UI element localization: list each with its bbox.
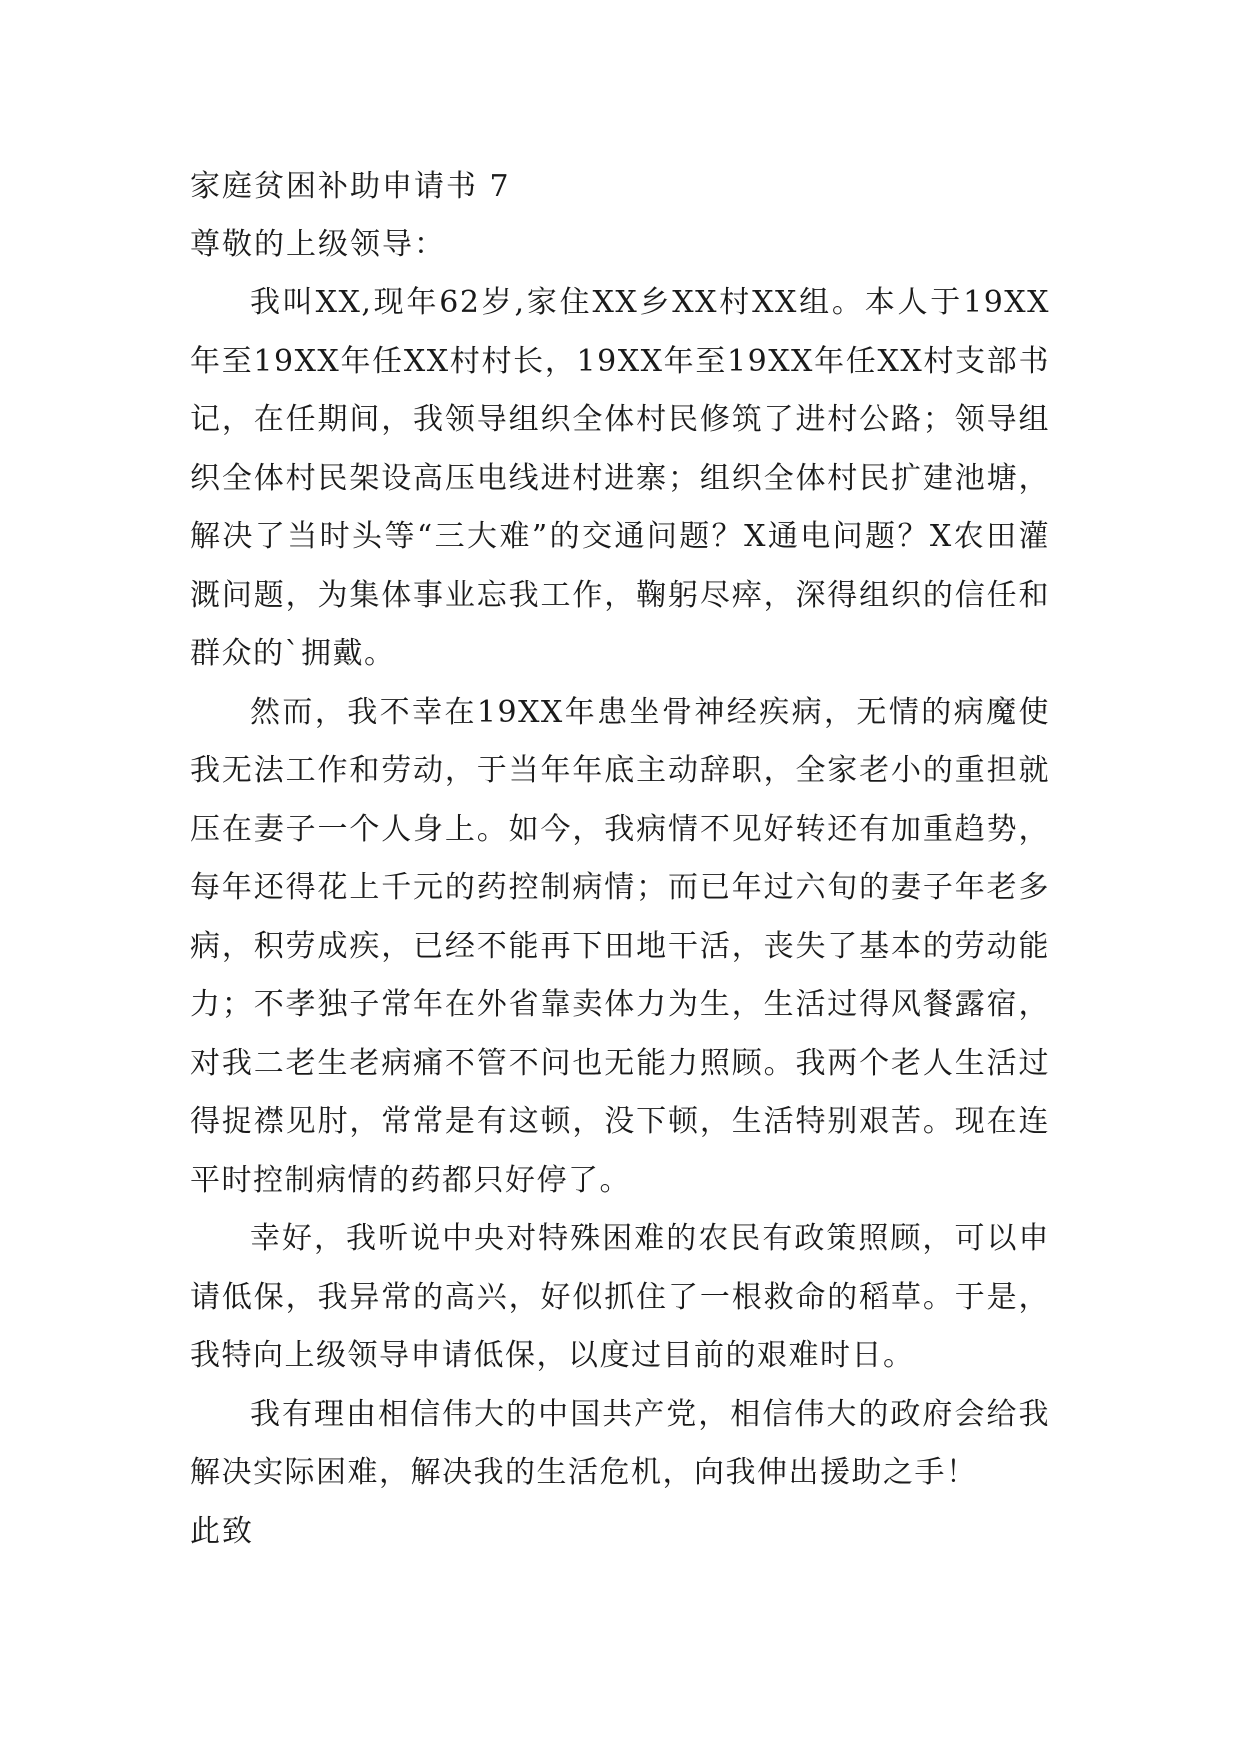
paragraph-hardship: 然而，我不幸在19XX年患坐骨神经疾病，无情的病魔使我无法工作和劳动，于当年年底主动辞职，全家老小的重担就压在妻子一个人身上。如今，我病情不见好转还有加重趋势，每年还得花上千元的药控制病情；而已年过六旬的妻子年老多病，积劳成疾，已经不能再下田地干活，丧失了基本的劳动能力；不孝独子常年在外省靠卖体力为生，生活过得风餐露宿，对我二老生老病痛不管不问也无能力照顾。我两个老人生活过得捉襟见肘，常常是有这顿，没下顿，生活特别艰苦。现在连平时控制病情的药都只好停了。 — [190, 694, 1050, 1198]
document-body — [190, 158, 1050, 1561]
paragraph-request: 幸好，我听说中央对特殊困难的农民有政策照顾，可以申请低保，我异常的高兴，好似抓住了一根救命的稻草。于是，我特向上级领导申请低保，以度过目前的艰难时日。 — [190, 1221, 1050, 1373]
paragraph-trust: 我有理由相信伟大的中国共产党，相信伟大的政府会给我解决实际困难，解决我的生活危机，向我伸出援助之手！ — [190, 1396, 1050, 1490]
paragraph-background: 我叫XX,现年62岁,家住XX乡XX村XX组。本人于19XX年至19XX年任XX村村长，19XX年至19XX年任XX村支部书记，在任期间，我领导组织全体村民修筑了进村公路；领导组织全体村民架设高压电线进村进寨；组织全体村民扩建池塘，解决了当时头等“三大难”的交通问题？X通电问题？X农田灌溉问题，为集体事业忘我工作，鞠躬尽瘁，深得组织的信任和群众的`拥戴。 — [190, 285, 1050, 671]
salutation: 尊敬的上级领导： — [190, 227, 446, 262]
document-title: 家庭贫困补助申请书 7 — [190, 169, 511, 204]
closing-line: 此致 — [190, 1513, 254, 1549]
